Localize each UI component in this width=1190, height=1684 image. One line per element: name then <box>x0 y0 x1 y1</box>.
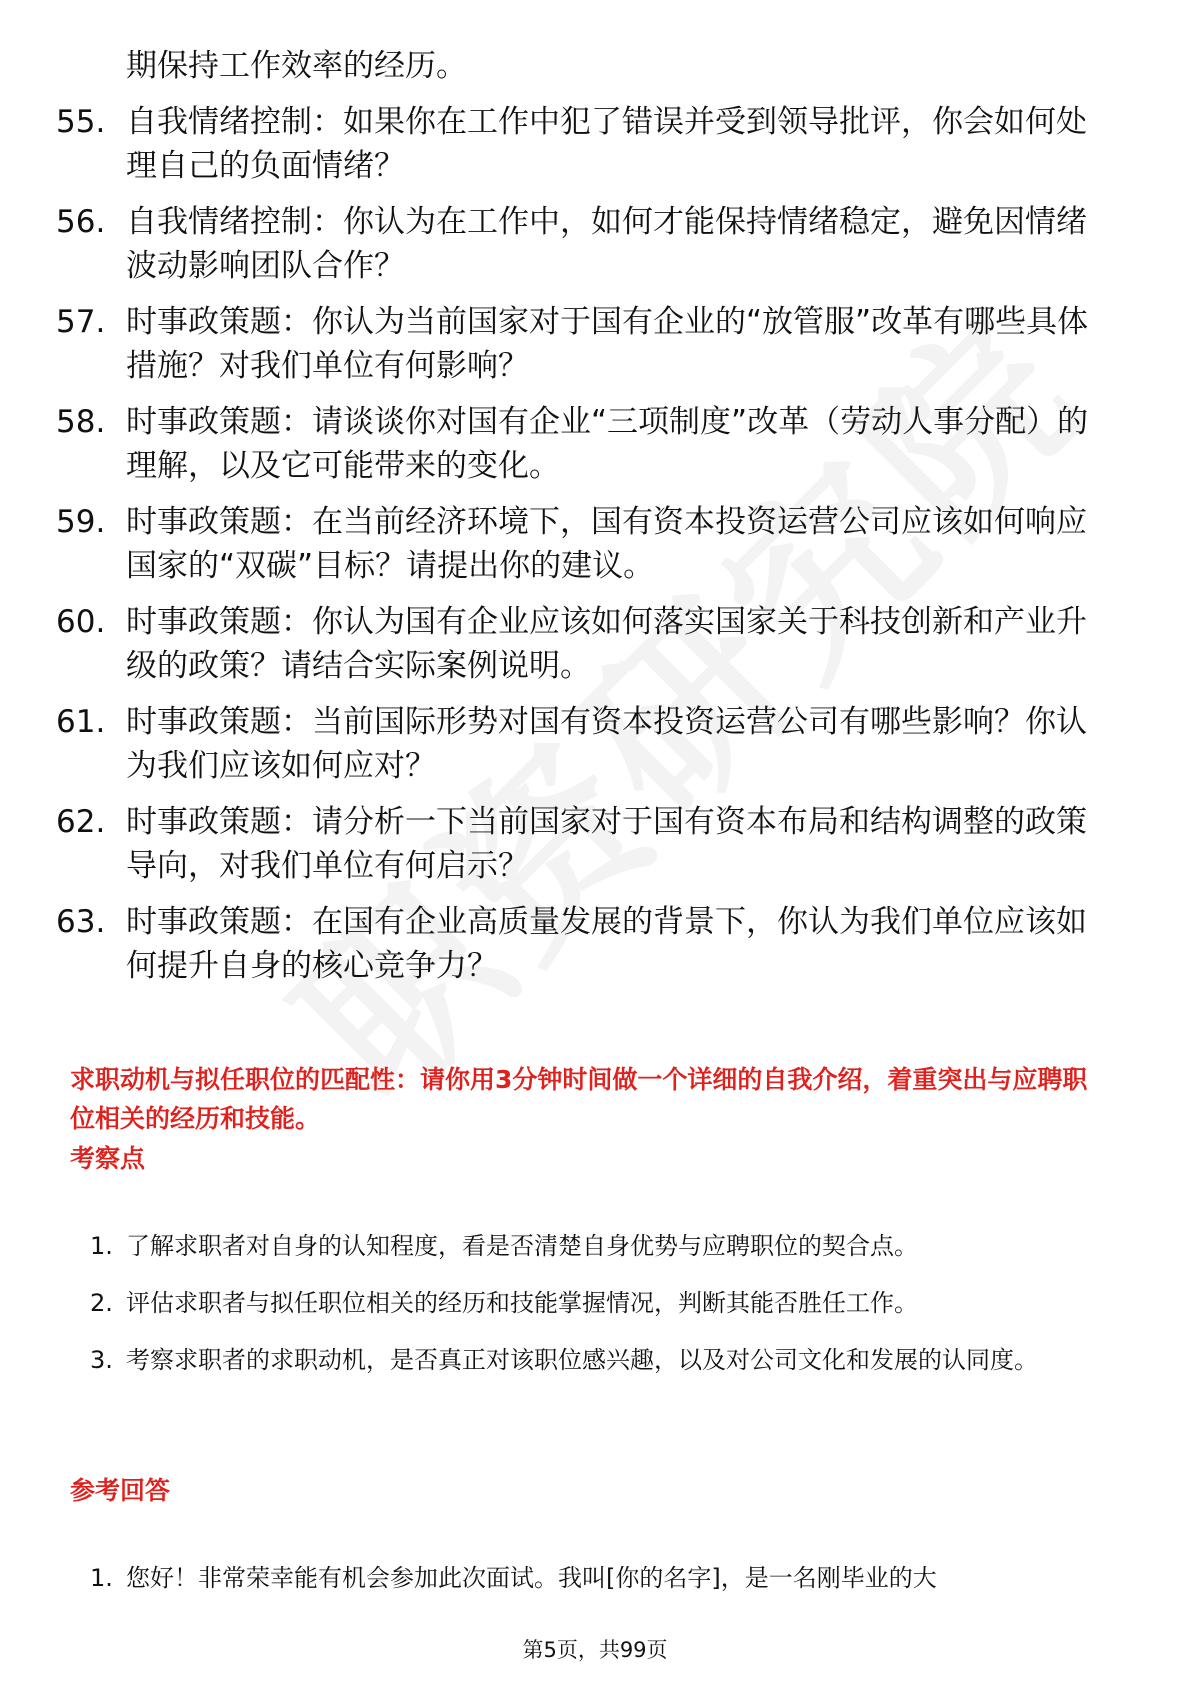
question-item <box>56 700 1116 788</box>
answer-number: 1. <box>90 1564 113 1592</box>
point-item <box>80 1218 1120 1275</box>
question-number: 63. <box>56 904 106 940</box>
question-number: 56. <box>56 204 106 240</box>
question-text: 时事政策题：请分析一下当前国家对于国有资本布局和结构调整的政策导向，对我们单位有何启示？ <box>126 804 1087 884</box>
question-text: 自我情绪控制：如果你在工作中犯了错误并受到领导批评，你会如何处理自己的负面情绪？ <box>126 104 1087 184</box>
question-number: 62. <box>56 804 106 840</box>
point-number: 3. <box>90 1346 113 1374</box>
question-number: 55. <box>56 104 106 140</box>
question-item <box>56 200 1116 288</box>
question-item <box>56 900 1116 988</box>
page-footer: 第5页，共99页 <box>522 1638 668 1662</box>
question-text: 时事政策题：你认为当前国家对于国有企业的“放管服”改革有哪些具体措施？对我们单位有何影响？ <box>126 304 1089 384</box>
answer-item <box>80 1550 1120 1607</box>
point-text: 了解求职者对自身的认知程度，看是否清楚自身优势与应聘职位的契合点。 <box>126 1232 918 1260</box>
points-list <box>80 1218 1120 1389</box>
point-number: 2. <box>90 1289 113 1317</box>
point-item <box>80 1275 1120 1332</box>
question-item <box>56 100 1116 188</box>
question-item <box>56 400 1116 488</box>
question-number: 60. <box>56 604 106 640</box>
point-number: 1. <box>90 1232 113 1260</box>
question-text: 时事政策题：在国有企业高质量发展的背景下，你认为我们单位应该如何提升自身的核心竞争力？ <box>126 904 1087 984</box>
answer-text: 您好！非常荣幸能有机会参加此次面试。我叫[你的名字]，是一名刚毕业的大 <box>126 1564 937 1592</box>
question-number: 57. <box>56 304 106 340</box>
question-text: 时事政策题：你认为国有企业应该如何落实国家关于科技创新和产业升级的政策？请结合实际案例说明。 <box>126 604 1087 684</box>
question-list <box>56 44 1116 1000</box>
question-text: 时事政策题：请谈谈你对国有企业“三项制度”改革（劳动人事分配）的理解，以及它可能带来的变化。 <box>126 404 1089 484</box>
question-text: 时事政策题：在当前经济环境下，国有资本投资运营公司应该如何响应国家的“双碳”目标？请提出你的建议。 <box>126 504 1087 584</box>
answers-list <box>80 1550 1120 1607</box>
point-text: 考察求职者的求职动机，是否真正对该职位感兴趣，以及对公司文化和发展的认同度。 <box>126 1346 1038 1374</box>
question-item <box>56 300 1116 388</box>
question-number: 58. <box>56 404 106 440</box>
question-number: 59. <box>56 504 106 540</box>
point-item <box>80 1332 1120 1389</box>
previous-question-continuation: 期保持工作效率的经历。 <box>126 48 467 84</box>
question-item <box>56 800 1116 888</box>
question-text: 自我情绪控制：你认为在工作中，如何才能保持情绪稳定，避免因情绪波动影响团队合作？ <box>126 204 1087 284</box>
points-heading: 考察点 <box>70 1144 146 1173</box>
question-text: 时事政策题：当前国际形势对国有资本投资运营公司有哪些影响？你认为我们应该如何应对？ <box>126 704 1087 784</box>
point-text: 评估求职者与拟任职位相关的经历和技能掌握情况，判断其能否胜任工作。 <box>126 1289 918 1317</box>
section-question: 求职动机与拟任职位的匹配性：请你用3分钟时间做一个详细的自我介绍，着重突出与应聘职位相关的经历和技能。 <box>70 1065 1088 1133</box>
question-number: 61. <box>56 704 106 740</box>
question-item <box>56 600 1116 688</box>
answer-heading: 参考回答 <box>70 1476 171 1505</box>
question-item <box>56 500 1116 588</box>
